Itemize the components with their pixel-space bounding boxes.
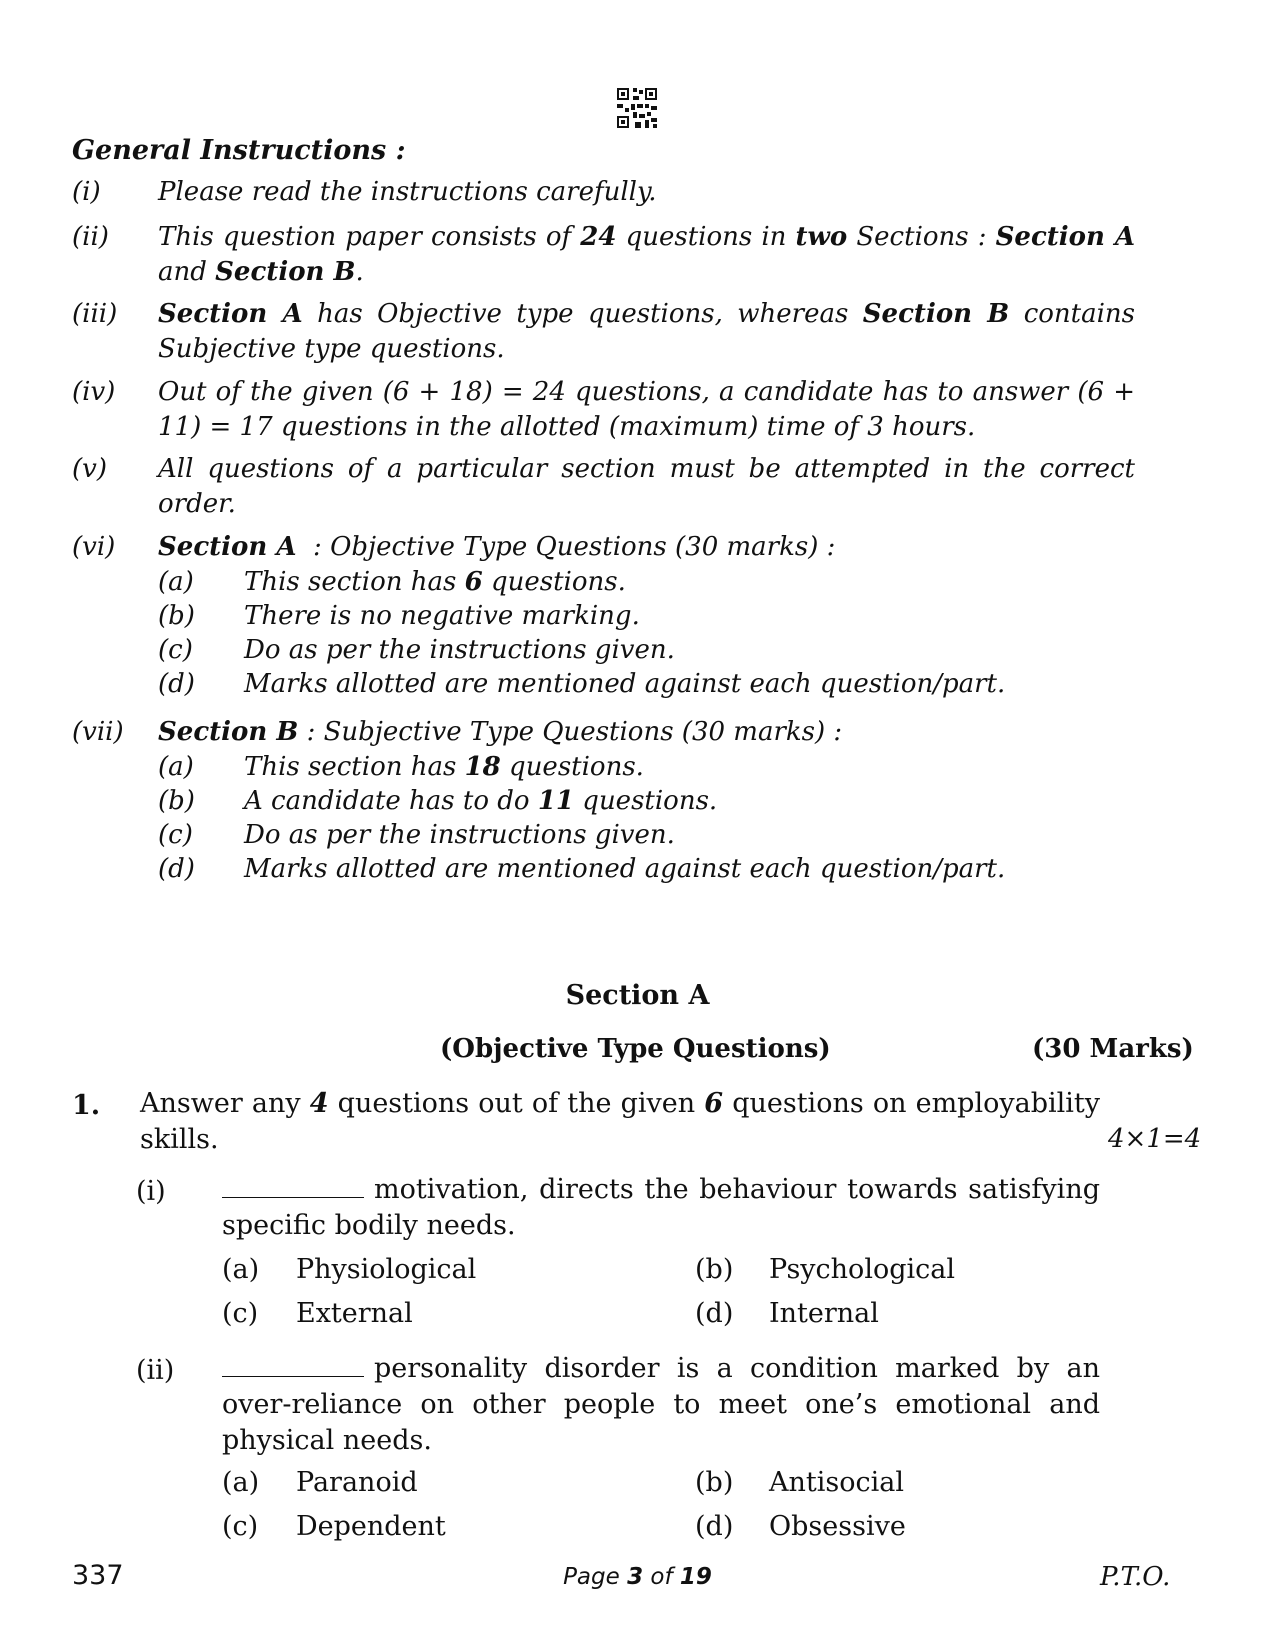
- page-number: Page 3 of 19: [563, 1564, 712, 1590]
- sub-instruction-number: (b): [158, 786, 195, 816]
- option-d[interactable]: (d) Internal: [695, 1298, 879, 1329]
- sub-instruction-text: Marks allotted are mentioned against each question/part.: [244, 854, 1006, 884]
- instruction-text: All questions of a particular section must be attempted in the correct order.: [158, 454, 1135, 519]
- sub-instruction-text: A candidate has to do 11 questions.: [244, 786, 718, 816]
- instruction-text: Section B : Subjective Type Questions (30 marks) :: [158, 717, 843, 747]
- sub-instruction-text: Do as per the instructions given.: [244, 820, 675, 850]
- section-subtitle: (Objective Type Questions): [440, 1034, 831, 1064]
- option-c[interactable]: (c) External: [222, 1298, 413, 1329]
- subquestion-text: personality disorder is a condition marked by an over-reliance on other people to meet one’s emotional and physical needs.: [222, 1353, 1100, 1456]
- section-title: Section A: [565, 980, 710, 1011]
- section-marks: (30 Marks): [1032, 1034, 1194, 1064]
- subquestion-number: (i): [136, 1176, 166, 1207]
- answer-blank: [222, 1352, 364, 1377]
- question-number: 1.: [72, 1090, 101, 1121]
- option-a[interactable]: (a) Paranoid: [222, 1467, 418, 1498]
- instruction-number: (iv): [72, 377, 116, 407]
- sub-instruction-number: (c): [158, 820, 193, 850]
- instruction-text: Section A : Objective Type Questions (30 marks) :: [158, 532, 836, 562]
- sub-instruction-text: Marks allotted are mentioned against each question/part.: [244, 669, 1006, 699]
- sub-instruction-text: This section has 6 questions.: [244, 567, 626, 597]
- instruction-text: This question paper consists of 24 questions in two Sections : Section A and Section B.: [158, 222, 1135, 287]
- instruction-number: (vi): [72, 532, 116, 562]
- option-c[interactable]: (c) Dependent: [222, 1511, 446, 1542]
- instruction-number: (ii): [72, 222, 109, 252]
- option-b[interactable]: (b) Psychological: [695, 1254, 955, 1285]
- sub-instruction-text: This section has 18 questions.: [244, 752, 644, 782]
- subquestion-number: (ii): [136, 1355, 175, 1386]
- sub-instruction-number: (d): [158, 854, 195, 884]
- instruction-number: (v): [72, 454, 107, 484]
- option-b[interactable]: (b) Antisocial: [695, 1467, 904, 1498]
- qr-code-icon: [617, 88, 657, 128]
- question-marks: 4×1=4: [1108, 1124, 1202, 1154]
- pto-label: P.T.O.: [1100, 1562, 1171, 1592]
- sub-instruction-number: (c): [158, 635, 193, 665]
- instruction-number: (i): [72, 177, 101, 207]
- sub-instruction-number: (a): [158, 567, 194, 597]
- sub-instruction-number: (a): [158, 752, 194, 782]
- instruction-text: Section A has Objective type questions, whereas Section B contains Subjective type questions.: [158, 299, 1136, 364]
- question-text: Answer any 4 questions out of the given 6 questions on employability skills.: [140, 1088, 1100, 1155]
- sub-instruction-text: There is no negative marking.: [244, 601, 640, 631]
- paper-code: 337: [72, 1560, 124, 1591]
- sub-instruction-number: (b): [158, 601, 195, 631]
- general-instructions-title: General Instructions :: [72, 135, 406, 166]
- answer-blank: [222, 1173, 364, 1198]
- sub-instruction-text: Do as per the instructions given.: [244, 635, 675, 665]
- option-d[interactable]: (d) Obsessive: [695, 1511, 906, 1542]
- subquestion-text: motivation, directs the behaviour towards satisfying specific bodily needs.: [222, 1174, 1100, 1241]
- instruction-text: Out of the given (6 + 18) = 24 questions, a candidate has to answer (6 + 11) = 17 questions in the allotted (maximum) time of 3 hours.: [158, 377, 1135, 442]
- instruction-number: (vii): [72, 717, 124, 747]
- instruction-text: Please read the instructions carefully.: [158, 177, 657, 207]
- option-a[interactable]: (a) Physiological: [222, 1254, 477, 1285]
- instruction-number: (iii): [72, 299, 118, 329]
- sub-instruction-number: (d): [158, 669, 195, 699]
